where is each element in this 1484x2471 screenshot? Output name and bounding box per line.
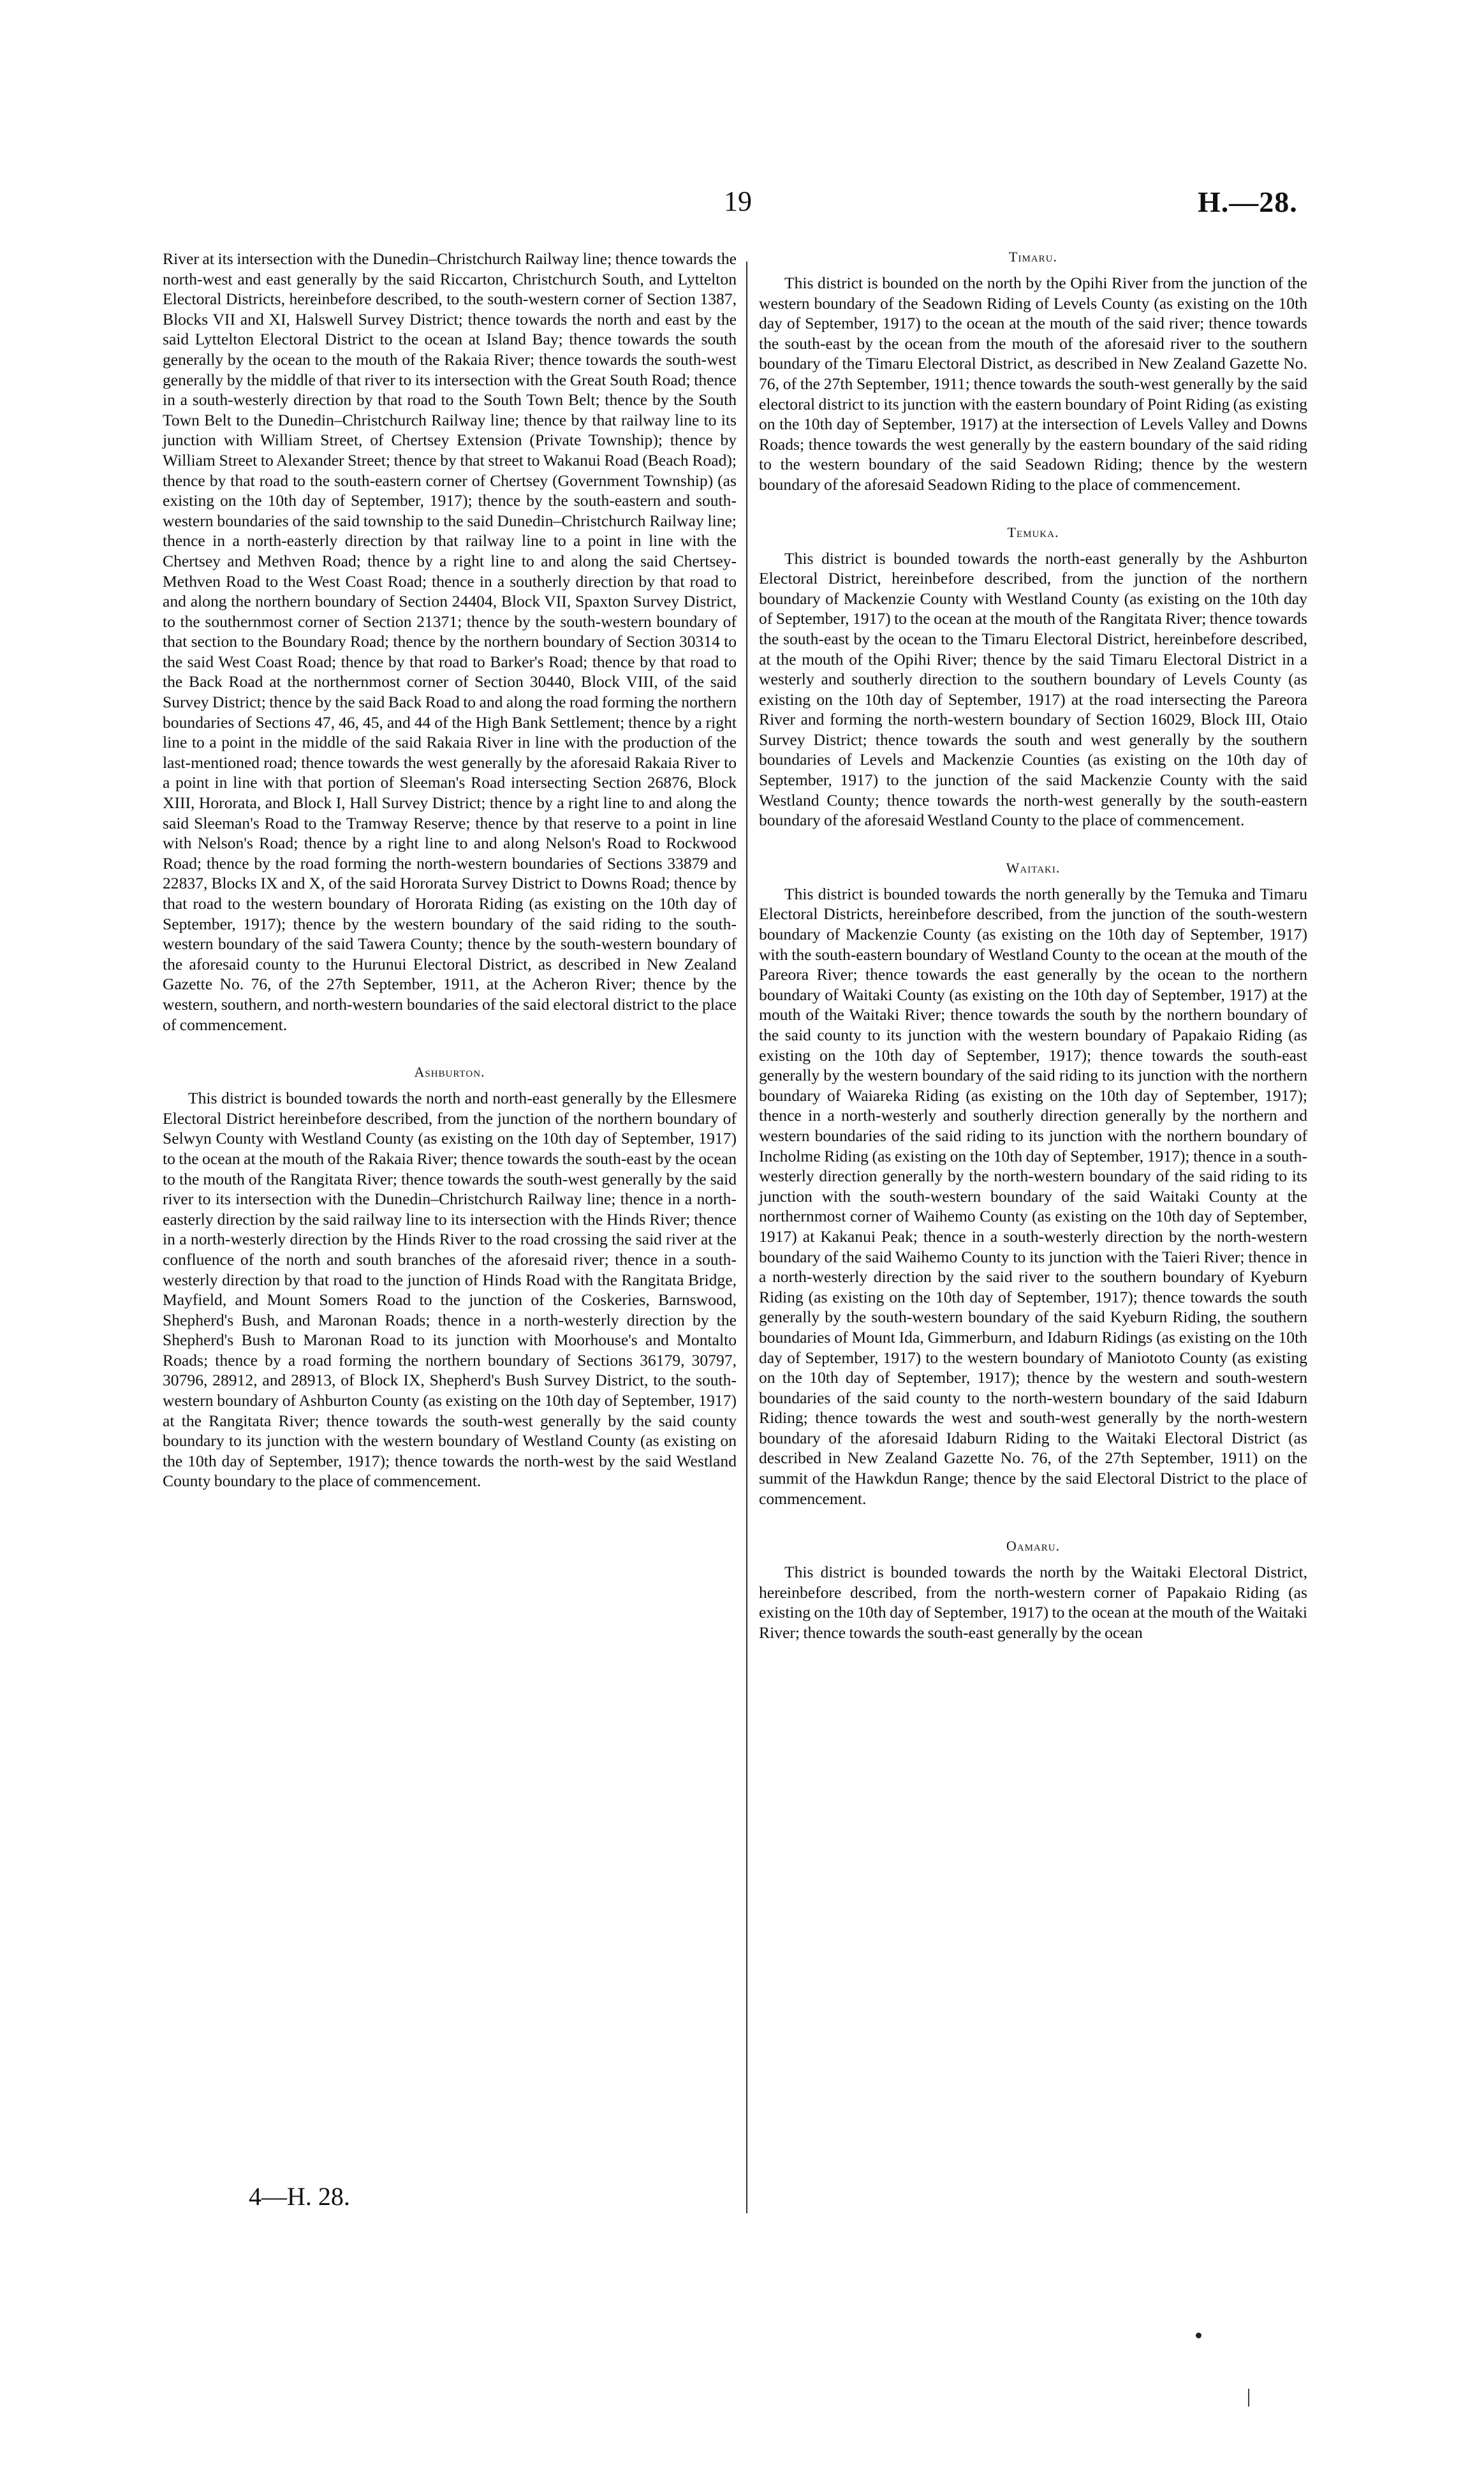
oamaru-paragraph: This district is bounded towards the north by the Waitaki Electoral District, hereinbefore described, from the north-western corner of Papakaio Riding (as existing on the 10th day of September, 1917) to the ocean at the mouth of the Waitaki River; thence towards the south-east generally by the ocean: [759, 1563, 1307, 1642]
timaru-paragraph: This district is bounded on the north by the Opihi River from the junction of the western boundary of the Seadown Riding of Levels County (as existing on the 10th day of September, 1917) to the ocean at the mouth of the said river; thence towards the south-east by the ocean from the mouth of the aforesaid river to the southern boundary of the Timaru Electoral District, as described in New Zealand Gazette No. 76, of the 27th September, 1911; thence towards the south-west generally by the said electoral district to its junction with the eastern boundary of Point Riding (as existing on the 10th day of September, 1917) at the intersection of Levels Valley and Downs Roads; thence towards the west generally by the eastern boundary of the said riding to the western boundary of the said Seadown Riding; thence by the western boundary of the aforesaid Seadown Riding to the place of commencement.: [759, 274, 1307, 494]
signature-mark: 4—H. 28.: [249, 2182, 350, 2211]
ink-stroke: [1248, 2389, 1249, 2407]
page-number: 19: [724, 186, 752, 217]
ink-dot: [1196, 2333, 1201, 2338]
section-title-temuka: Temuka.: [1007, 524, 1059, 540]
section-title-ashburton: Ashburton.: [414, 1064, 485, 1081]
section-title-oamaru: Oamaru.: [1006, 1538, 1061, 1554]
waitaki-paragraph: This district is bounded towards the north generally by the Temuka and Timaru Electoral Districts, hereinbefore described, from the junction of the south-western boundary of Mackenzie County (as existing on the 10th day of September, 1917) with the south-eastern boundary of Westland County to the ocean at the mouth of the Pareora River; thence towards the east generally by the ocean to the northern boundary of Waitaki County (as existing on the 10th day of September, 1917) at the mouth of the Waitaki River; thence towards the south by the northern boundary of the said county to its junction with the western boundary of Papakaio Riding (as existing on the 10th day of September, 1917); thence towards the south-east generally by the western boundary of the said riding to its junction with the northern boundary of Waiareka Riding (as existing on the 10th day of September, 1917); thence in a north-westerly and southerly direction generally by the northern and western boundaries of the said riding to its junction with the northern boundary of Incholme Riding (as existing on the 10th day of September, 1917); thence in a south-westerly direction generally by the north-western boundary of the said riding to its junction with the south-western boundary of the said Waitaki County at the northernmost corner of Waihemo County (as existing on the 10th day of September, 1917) at Kakanui Peak; thence in a south-westerly direction by the north-western boundary of the said Waihemo County to its junction with the Taieri River; thence in a north-westerly direction by the said river to the southern boundary of Kyeburn Riding (as existing on the 10th day of September, 1917); thence towards the south generally by the south-western boundary of the said Kyeburn Riding, the southern boundaries of Mount Ida, Gimmerburn, and Idaburn Ridings (as existing on the 10th day of September, 1917) to the western boundary of Maniototo County (as existing on the 10th day of September, 1917); thence by the western and south-western boundaries of the said county to the north-western boundary of the said Idaburn Riding; thence towards the west and south-west generally by the north-western boundary of the aforesaid Idaburn Riding to the Waitaki Electoral District (as described in New Zealand Gazette No. 76, of the 27th September, 1911) on the summit of the Hawkdun Range; thence by the said Electoral District to the place of commencement.: [759, 884, 1307, 1508]
right-column: [759, 249, 1307, 1643]
document-reference: H.—28.: [1198, 186, 1298, 218]
section-title-waitaki: Waitaki.: [1006, 859, 1061, 876]
section-title-timaru: Timaru.: [1009, 249, 1057, 265]
left-column: [163, 249, 737, 1491]
ashburton-paragraph: This district is bounded towards the north and north-east generally by the Ellesmere Electoral District hereinbefore described, from the junction of the northern boundary of Selwyn County with Westland County (as existing on the 10th day of September, 1917) to the ocean at the mouth of the Rakaia River; thence towards the south-east by the ocean to the mouth of the Rangitata River; thence towards the south-west generally by the said river to its intersection with the Dunedin–Christchurch Railway line; thence in a north-easterly direction by the said railway line to its intersection with the Hinds River; thence in a north-westerly direction by the Hinds River to the road crossing the said river at the confluence of the north and south branches of the aforesaid river; thence in a south-westerly direction by that road to the junction of Hinds Road with the Rangitata Bridge, Mayfield, and Mount Somers Road to the junction of the Coskeries, Barnswood, Shepherd's Bush, and Maronan Roads; thence in a north-westerly direction by the Shepherd's Bush to Maronan Road to its junction with Moorhouse's and Montalto Roads; thence by a road forming the northern boundary of Sections 36179, 30797, 30796, 28912, and 28913, of Block IX, Shepherd's Bush Survey District, to the south-western boundary of Ashburton County (as existing on the 10th day of September, 1917) at the Rangitata River; thence towards the south-west generally by the said county boundary to its junction with the western boundary of Westland County (as existing on the 10th day of September, 1917); thence towards the north-west by the said Westland County boundary to the place of commencement.: [163, 1089, 737, 1491]
continuation-paragraph: River at its intersection with the Dunedin–Christchurch Railway line; thence towards the north-west and east generally by the said Riccarton, Christchurch South, and Lyttelton Electoral Districts, hereinbefore described, to the south-western corner of Section 1387, Blocks VII and XI, Halswell Survey District; thence towards the north and east by the said Lyttelton Electoral District to the ocean at Island Bay; thence towards the south generally by the ocean to the mouth of the Rakaia River; thence towards the south-west generally by the middle of that river to its intersection with the Great South Road; thence in a south-westerly direction by that road to the South Town Belt; thence by the South Town Belt to the Dunedin–Christchurch Railway line; thence by that railway line to its junction with William Street, of Chertsey Extension (Private Township); thence by William Street to Alexander Street; thence by that street to Wakanui Road (Beach Road); thence by that road to the south-eastern corner of Chertsey (Government Township) (as existing on the 10th day of September, 1917); thence by the south-eastern and south-western boundaries of the said township to the said Dunedin–Christchurch Railway line; thence in a north-easterly direction by that railway line to a point in line with the Chertsey and Methven Road; thence by a right line to and along the said Chertsey-Methven Road to the West Coast Road; thence in a southerly direction by that road to and along the northern boundary of Section 24404, Block VII, Spaxton Survey District, to the southernmost corner of Section 21371; thence by the south-western boundary of that section to the Boundary Road; thence by the northern boundary of Section 30314 to the said West Coast Road; thence by that road to Barker's Road; thence by that road to the Back Road at the northernmost corner of Section 30440, Block VIII, of the said Survey District; thence by the said Back Road to and along the road forming the northern boundaries of Sections 47, 46, 45, and 44 of the High Bank Settlement; thence by a right line to a point in the middle of the said Rakaia River in line with the production of the last-mentioned road; thence towards the west generally by the aforesaid Rakaia River to a point in line with that portion of Sleeman's Road intersecting Section 26876, Block XIII, Hororata, and Block I, Hall Survey District; thence by a right line to and along the said Sleeman's Road to the Tramway Reserve; thence by that reserve to a point in line with Nelson's Road; thence by a right line to and along Nelson's Road to Rockwood Road; thence by the road forming the north-western boundaries of Sections 33879 and 22837, Blocks IX and X, of the said Hororata Survey District to Downs Road; thence by that road to the western boundary of Hororata Riding (as existing on the 10th day of September, 1917); thence by the western boundary of the said riding to the south-western boundary of the said Tawera County; thence by the south-western boundary of the aforesaid county to the Hurunui Electoral District, as described in New Zealand Gazette No. 76, of the 27th September, 1911, at the Acheron River; thence by the western, southern, and north-western boundaries of the said electoral district to the place of commencement.: [163, 249, 737, 1034]
temuka-paragraph: This district is bounded towards the north-east generally by the Ashburton Electoral District, hereinbefore described, from the junction of the northern boundary of Mackenzie County with Westland County (as existing on the 10th day of September, 1917) to the ocean at the mouth of the Rangitata River; thence towards the south-east by the ocean to the Timaru Electoral District, hereinbefore described, at the mouth of the Opihi River; thence by the said Timaru Electoral District in a westerly and southerly direction to the southern boundary of Levels County (as existing on the 10th day of September, 1917) at the road intersecting the Pareora River and forming the north-western boundary of Section 16029, Block III, Otaio Survey District; thence towards the south and west generally by the southern boundaries of Levels and Mackenzie Counties (as existing on the 10th day of September, 1917) to the junction of the said Mackenzie County with the said Westland County; thence towards the north-west generally by the south-eastern boundary of the aforesaid Westland County to the place of commencement.: [759, 549, 1307, 830]
column-divider: [746, 262, 747, 2213]
